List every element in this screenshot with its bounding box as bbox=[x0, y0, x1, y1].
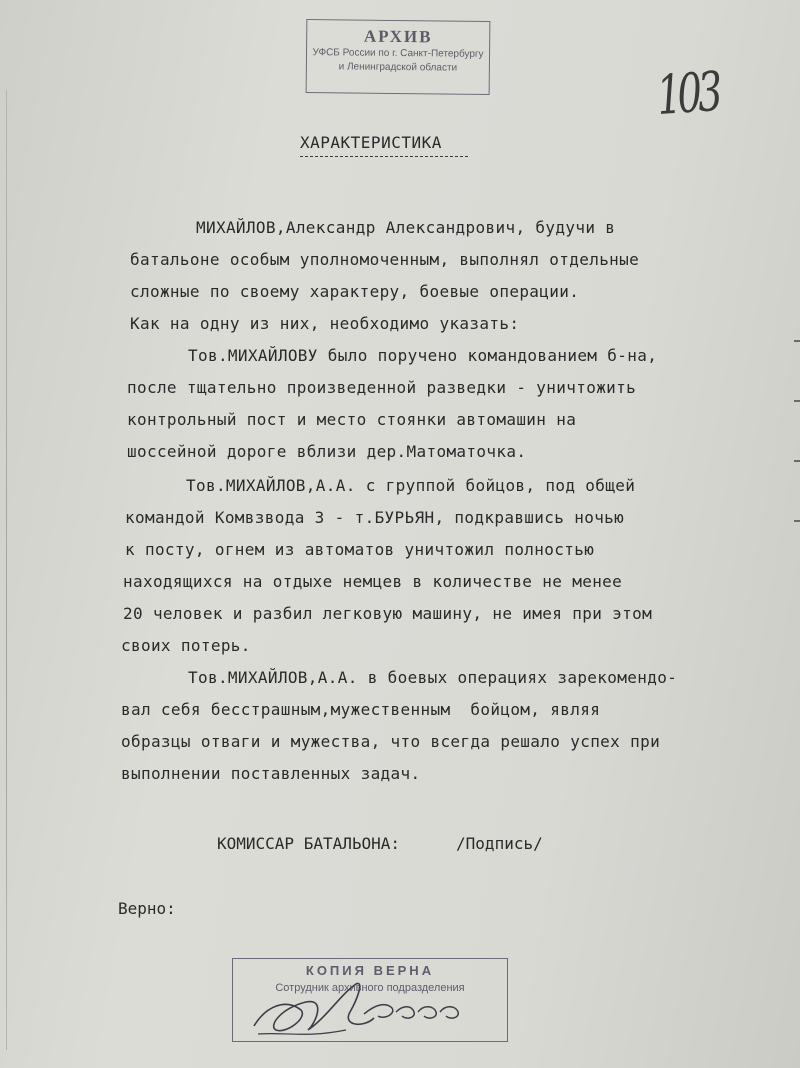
folio-number: 103 bbox=[654, 59, 721, 128]
text-line-13: 20 человек и разбил легковую машину, не имея при этом bbox=[123, 604, 653, 623]
text-line-12: находящихся на отдыхе немцев в количестве не менее bbox=[123, 572, 623, 591]
text-line-5: Тов.МИХАЙЛОВУ было поручено командованием б-на, bbox=[188, 346, 658, 365]
handwritten-signature-icon bbox=[246, 968, 476, 1048]
text-line-11: к посту, огнем из автоматов уничтожил полностью bbox=[125, 540, 595, 559]
document-title: ХАРАКТЕРИСТИКА bbox=[300, 133, 442, 152]
text-line-8: шоссейной дороге вблизи дер.Матоматочка. bbox=[127, 442, 527, 461]
text-line-16: вал себя бесстрашным,мужественным бойцом, являя bbox=[121, 700, 601, 719]
copy-stamp-subtitle: Сотрудник архивного подразделения bbox=[275, 982, 465, 994]
text-line-14: своих потерь. bbox=[121, 636, 251, 655]
text-line-17: образцы отваги и мужества, что всегда решало успех при bbox=[121, 732, 661, 751]
text-line-6: после тщательно произведенной разведки - уничтожить bbox=[127, 378, 637, 397]
signature-block bbox=[217, 834, 543, 853]
text-line-3: сложные по своему характеру, боевые операции. bbox=[130, 282, 580, 301]
text-line-18: выполнении поставленных задач. bbox=[121, 764, 421, 783]
text-line-9: Тов.МИХАЙЛОВ,А.А. с группой бойцов, под общей bbox=[186, 476, 636, 495]
signature-title: КОМИССАР БАТАЛЬОНА: bbox=[217, 834, 401, 853]
text-line-1: МИХАЙЛОВ,Александр Александрович, будучи в bbox=[196, 218, 616, 237]
archive-stamp-line-2: и Ленинградской области bbox=[338, 61, 458, 74]
text-line-15: Тов.МИХАЙЛОВ,А.А. в боевых операциях зарекомендо- bbox=[188, 668, 678, 687]
archive-stamp-title: АРХИВ bbox=[363, 26, 433, 47]
copy-stamp-title: КОПИЯ ВЕРНА bbox=[305, 963, 435, 978]
page-edge-shadow bbox=[6, 90, 7, 1050]
archive-stamp bbox=[306, 19, 491, 95]
title-underline bbox=[300, 156, 468, 157]
signature-placeholder: /Подпись/ bbox=[456, 834, 543, 853]
archive-stamp-line-1: УФСБ России по г. Санкт-Петербургу bbox=[312, 47, 484, 60]
text-line-10: командой Комвзвода 3 - т.БУРЬЯН, подкравшись ночью bbox=[125, 508, 625, 527]
verno-label: Верно: bbox=[118, 899, 176, 918]
margin-marks bbox=[794, 340, 800, 580]
text-line-7: контрольный пост и место стоянки автомашин на bbox=[127, 410, 577, 429]
text-line-4: Как на одну из них, необходимо указать: bbox=[130, 314, 520, 333]
text-line-2: батальоне особым уполномоченным, выполнял отдельные bbox=[130, 250, 640, 269]
